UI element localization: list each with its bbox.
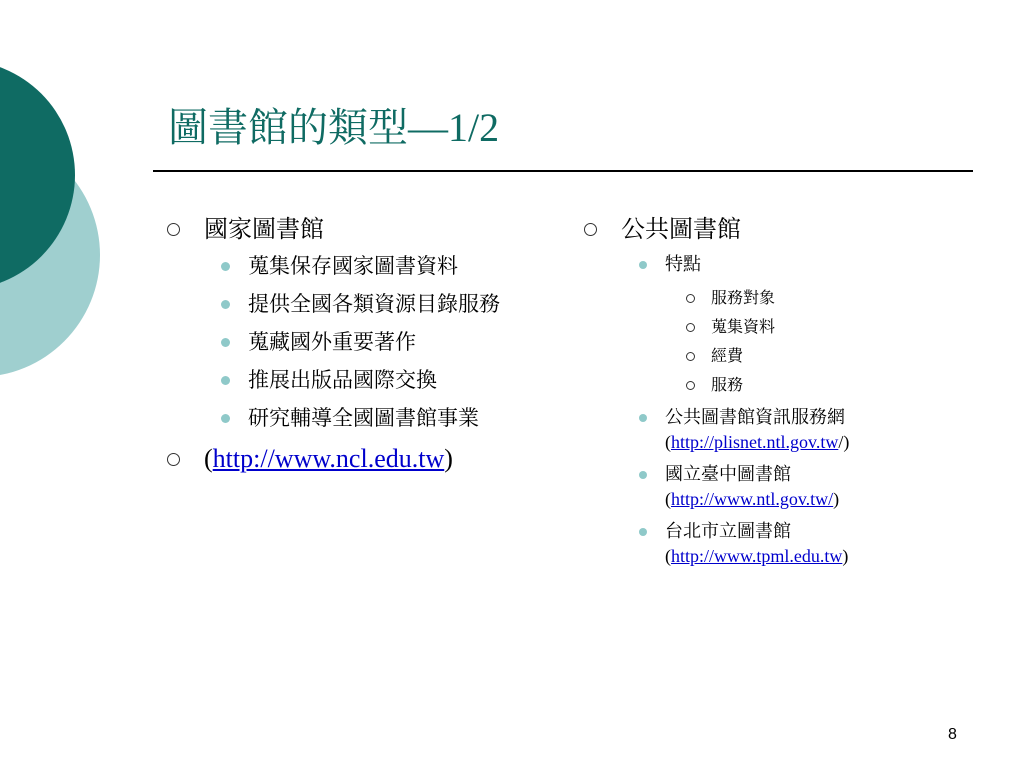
dot-bullet-icon <box>639 528 647 536</box>
feature-text: 蒐集資料 <box>711 317 776 336</box>
plisnet-link[interactable]: http://plisnet.ntl.gov.tw <box>671 432 839 452</box>
list-item <box>166 364 556 396</box>
ring-bullet-icon <box>686 323 695 332</box>
feature-subitem <box>583 341 983 370</box>
dot-bullet-icon <box>639 261 647 269</box>
paren-close: ) <box>833 489 840 509</box>
dot-bullet-icon <box>639 414 647 422</box>
ring-bullet-icon <box>584 223 597 236</box>
feature-text: 服務對象 <box>711 288 776 307</box>
ncl-link[interactable]: http://www.ncl.edu.tw <box>212 444 445 473</box>
decorative-circles <box>0 0 110 410</box>
dot-bullet-icon <box>221 376 230 385</box>
list-item-text: 蒐集保存國家圖書資料 <box>248 254 458 278</box>
dot-bullet-icon <box>221 338 230 347</box>
link-item-ntl <box>583 462 983 511</box>
paren-open: ( <box>204 444 213 473</box>
dot-bullet-icon <box>639 471 647 479</box>
title-divider <box>153 170 973 172</box>
link-item-label: 台北市立圖書館 <box>665 521 791 542</box>
right-column <box>583 212 983 568</box>
list-item <box>166 326 556 358</box>
dot-bullet-icon <box>221 414 230 423</box>
ring-bullet-icon <box>686 352 695 361</box>
list-item <box>166 250 556 282</box>
public-library-heading <box>583 212 983 246</box>
list-item-text: 提供全國各類資源目錄服務 <box>248 292 500 316</box>
ring-bullet-icon <box>167 453 180 466</box>
slide-title <box>168 100 499 156</box>
list-item <box>166 402 556 434</box>
dot-bullet-icon <box>221 300 230 309</box>
dot-bullet-icon <box>221 262 230 271</box>
list-item-text: 推展出版品國際交換 <box>248 368 437 392</box>
heading-text: 公共圖書館 <box>621 215 741 243</box>
national-library-heading <box>166 212 556 246</box>
slide-title-text: 圖書館的類型 <box>168 105 408 151</box>
slide-title-suffix: —1/2 <box>408 105 500 150</box>
link-item-label: 公共圖書館資訊服務網 <box>665 407 845 428</box>
link-item-url-line <box>665 544 983 568</box>
paren-open: ( <box>665 489 671 509</box>
feature-text: 經費 <box>711 346 744 365</box>
features-label: 特點 <box>665 254 701 275</box>
feature-subitem <box>583 283 983 312</box>
ring-bullet-icon <box>686 381 695 390</box>
paren-close: ) <box>842 546 849 566</box>
link-item-tpml <box>583 519 983 568</box>
link-line <box>204 444 453 473</box>
tpml-link[interactable]: http://www.tpml.edu.tw <box>671 546 843 566</box>
ntl-link[interactable]: http://www.ntl.gov.tw/ <box>671 489 834 509</box>
paren-open: ( <box>665 432 671 452</box>
feature-text: 服務 <box>711 375 744 394</box>
left-column <box>166 212 556 476</box>
link-item-url-line <box>665 430 983 454</box>
list-item-text: 蒐藏國外重要著作 <box>248 330 416 354</box>
link-item-label: 國立臺中圖書館 <box>665 464 791 485</box>
features-item <box>583 252 983 277</box>
ring-bullet-icon <box>686 294 695 303</box>
list-item-text: 研究輔導全國圖書館事業 <box>248 406 479 430</box>
paren-close: ) <box>444 444 453 473</box>
link-item-url-line <box>665 487 983 511</box>
national-library-link-row <box>166 442 556 476</box>
page-number: 8 <box>948 726 957 743</box>
feature-subitem <box>583 370 983 399</box>
paren-close: /) <box>838 432 850 452</box>
heading-text: 國家圖書館 <box>204 215 324 243</box>
link-item-plisnet <box>583 405 983 454</box>
paren-open: ( <box>665 546 671 566</box>
list-item <box>166 288 556 320</box>
ring-bullet-icon <box>167 223 180 236</box>
feature-subitem <box>583 312 983 341</box>
